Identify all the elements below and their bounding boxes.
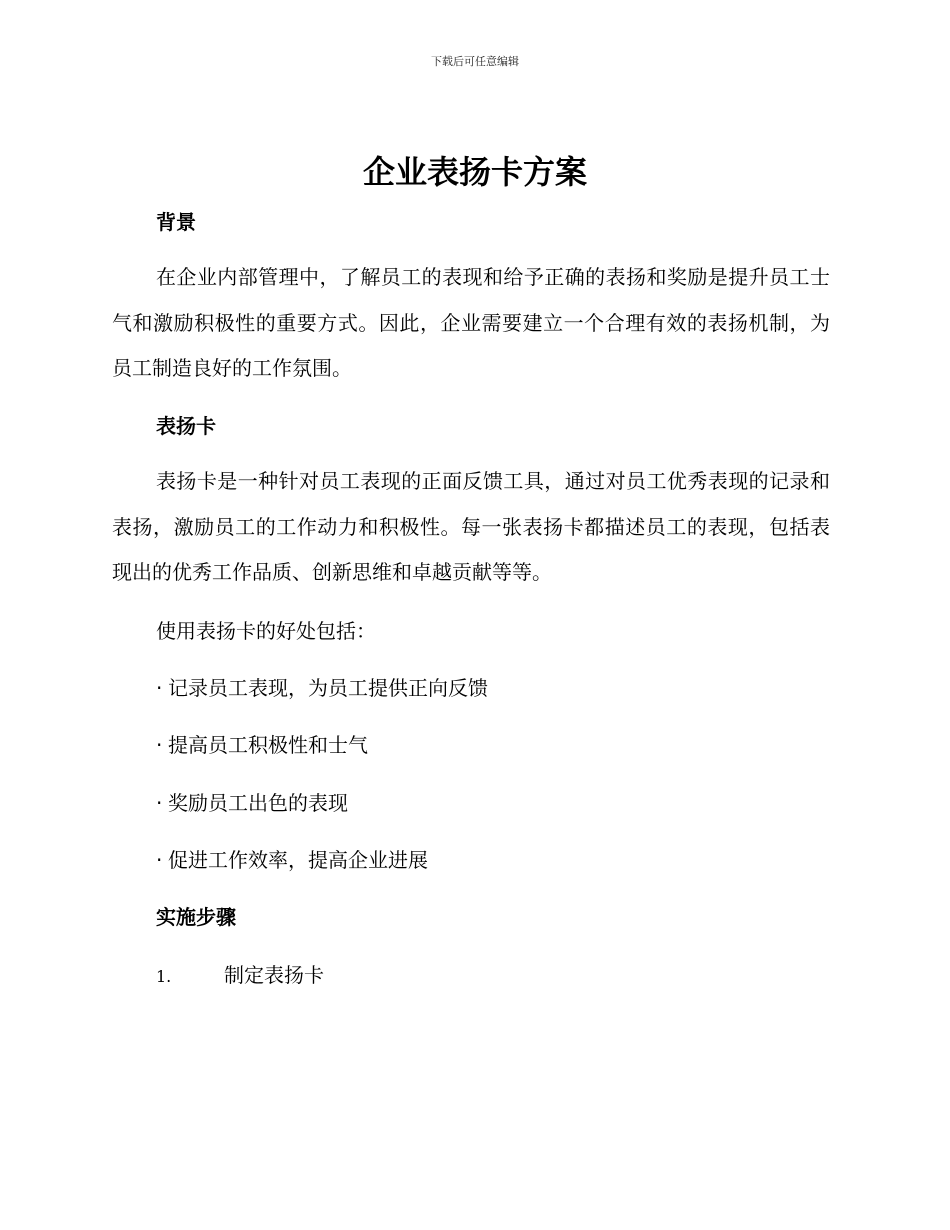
section-heading-background: 背景 <box>156 210 196 234</box>
list-item <box>156 789 348 817</box>
background-paragraph: 在企业内部管理中，了解员工的表现和给予正确的表扬和奖励是提升员工士气和激励积极性的重要方式。因此，企业需要建立一个合理有效的表扬机制，为员工制造良好的工作氛围。 <box>112 265 830 380</box>
bullet-icon: · <box>156 676 163 700</box>
card-paragraph: 表扬卡是一种针对员工表现的正面反馈工具，通过对员工优秀表现的记录和表扬，激励员工的工作动力和积极性。每一张表扬卡都描述员工的表现，包括表现出的优秀工作品质、创新思维和卓越贡献等等。 <box>112 469 830 584</box>
bullet-icon: · <box>156 791 163 815</box>
list-item <box>156 674 488 702</box>
list-item-text: 提高员工积极性和士气 <box>168 733 368 757</box>
list-item-text: 奖励员工出色的表现 <box>168 791 348 815</box>
step-text: 制定表扬卡 <box>224 963 324 987</box>
step-item <box>156 961 324 991</box>
section-heading-steps: 实施步骤 <box>156 905 236 929</box>
list-item-text: 记录员工表现，为员工提供正向反馈 <box>168 676 488 700</box>
page-title: 企业表扬卡方案 <box>362 153 587 191</box>
header-note: 下载后可任意编辑 <box>431 55 519 68</box>
step-number: 1. <box>156 967 172 986</box>
list-item-text: 促进工作效率，提高企业进展 <box>168 848 428 872</box>
list-item <box>156 731 368 759</box>
bullet-icon: · <box>156 733 163 757</box>
list-item <box>156 846 428 874</box>
benefits-intro: 使用表扬卡的好处包括： <box>156 619 376 643</box>
section-heading-card: 表扬卡 <box>156 414 216 438</box>
bullet-icon: · <box>156 848 163 872</box>
